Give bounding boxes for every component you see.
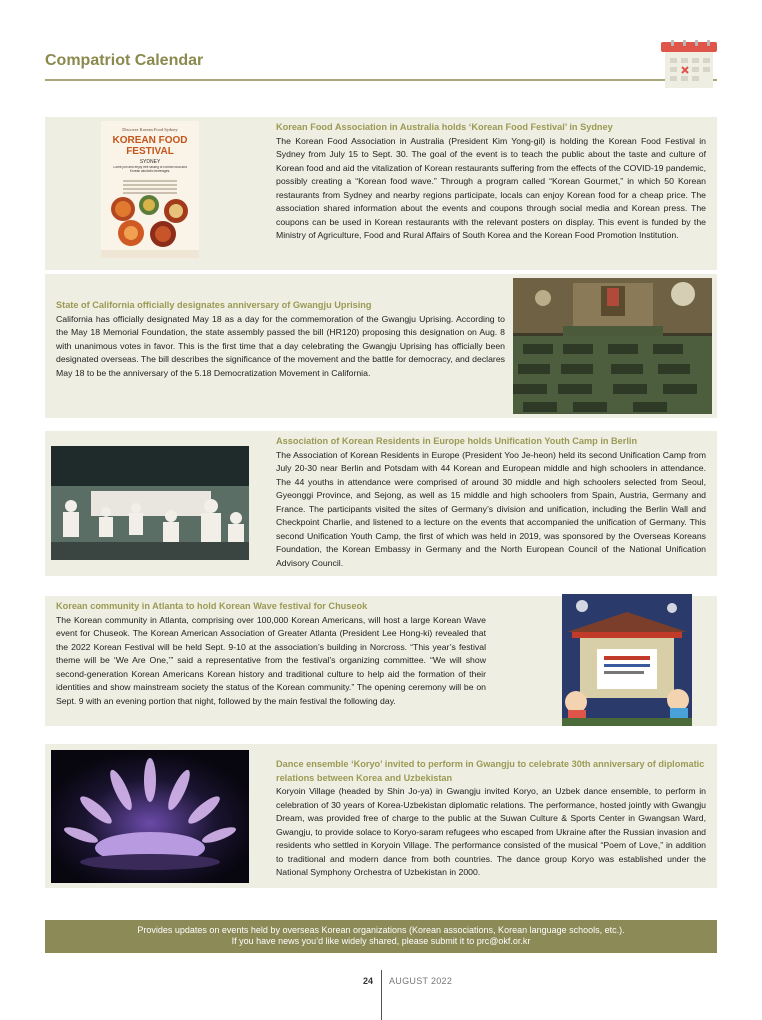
page-number: 24 <box>362 976 373 986</box>
poster-headline1: KOREAN FOOD <box>112 135 188 146</box>
youth-camp-photo <box>51 446 249 560</box>
california-assembly-photo <box>513 278 712 414</box>
article-text-europe <box>276 435 706 570</box>
submission-notice <box>45 920 717 953</box>
notice-line-2: If you have news you’d like widely shared, please submit it to prc@okf.or.kr <box>231 936 531 946</box>
korean-food-festival-poster <box>101 121 199 258</box>
poster-city: SYDNEY <box>139 159 161 165</box>
article-title: Korean Food Association in Australia holds ‘Korean Food Festival’ in Sydney <box>276 122 613 132</box>
poster-top-text: Discover Korean Food Sydney <box>122 127 178 132</box>
article-body: California has officially designated May 18 as a day for the commemoration of the Gwangju Uprising. According to the May 18 Memorial Foundation, the state assembly passed the bill (HR120) proposing this designation on Aug. 8 with unanimous votes in favor. This is the first time that a day celebrating the Gwangju Uprising has officially been designated overseas. The bill describes the significance of the movement and the battle for democracy, and declares May 18 to be the anniversary of the 5.18 Democratization Movement in California. <box>56 313 505 378</box>
article-title: Association of Korean Residents in Europe holds Unification Youth Camp in Berlin <box>276 436 638 446</box>
poster-headline2: FESTIVAL <box>126 146 174 157</box>
page-separator <box>381 970 382 1020</box>
poster-tagline: Come join and enjoy free tasting of Korean food and Korean alcoholic beverages. <box>113 166 187 173</box>
koryo-dance-photo <box>51 750 249 883</box>
article-card-koryo <box>45 744 717 888</box>
issue-date: AUGUST 2022 <box>389 976 453 986</box>
article-body: Koryoin Village (headed by Shin Jo-ya) in Gwangju invited Koryo, an Uzbek dance ensemble, to perform in celebration of 30 years of Korea-Uzbekistan diplomatic relations. The performance, hosted jointly with Gwangju Dream, was provided free of charge to the public at the Suwan Culture & Sports Center in Gwangsan Ward, Gwangju, to provide solace to Koryo-saram refugees who escaped from Ukraine after the Russian invasion and residents who settled in Koryoin Village. The performance consisted of the musical “Poem of Love,” in addition to traditional and modern dance from both countries. The dance group Koryo was established under the National Symphony Orchestra of Uzbekistan in 2000. <box>276 786 706 877</box>
article-body: The Korean community in Atlanta, comprising over 100,000 Korean Americans, will host a large Korean Wave event for Chuseok. The Korean American Association of Greater Atlanta (President Lee Hong-ki) revealed that the 2022 Korean Festival will be held Sept. 9-10 at the association’s building in Norcross. “This year’s festival theme will be ‘We Are One,’” said a representative from the festival’s organizing committee. “We will show second-generation Korean Americans Korean history and traditional culture to help aid the formation of their identities and show mainstream society the status of the Korean community.” The opening ceremony will be on Sept. 9 with an evening portion that night, followed by the main festival the following day. <box>56 614 486 706</box>
article-text-atlanta <box>56 600 486 708</box>
article-card-atlanta <box>45 596 717 726</box>
article-text-sydney <box>276 121 706 243</box>
article-text-california <box>56 299 505 380</box>
header-rule <box>45 79 717 81</box>
article-body: The Korean Food Association in Australia (President Kim Yong-gil) is holding the Korean Food Festival in Sydney from July 15 to Sept. 30. The goal of the event is to teach the public about the taste and culture of Korean food and aid the vitalization of Korean restaurants suffering from the effects of the COVID-19 pandemic, possibly creating a “Korean food wave.” Through a program called “Korean Gourmet,” in which 50 Korean restaurants from Sydney and nearby regions participate, locals can enjoy Korean food for a cheap price. The association shared information about the events and coupons through social media and Korean press. The coupons can be used in Korean restaurants with the relevant posters on display. This event is funded by the Ministry of Agriculture, Food and Rural Affairs of South Korea and the Korean Food Promotion Institution. <box>276 135 706 240</box>
calendar-icon <box>661 40 717 88</box>
page-title: Compatriot Calendar <box>45 52 204 69</box>
notice-line-1: Provides updates on events held by overseas Korean organizations (Korean associations, Korean language schools, etc.). <box>137 925 625 935</box>
article-body: The Association of Korean Residents in Europe (President Yoo Je-heon) held its second Unification Camp from July 20-30 near Berlin and Potsdam with 44 Korean and European middle and high schoolers in attendance. The 44 youths in attendance were comprised of around 30 middle and high schoolers selected from Seoul, Gyeonggi Province, and Sejong, as well as 15 middle and high schoolers from Spain, Austria, Germany and France. The participants visited the sites of Germany’s division and unification, including the Berlin Wall and Checkpoint Charlie, and listened to a lecture on the events that accompanied the unification of Germany. This second Unification Youth Camp, the first of which was held in 2019, was sponsored by the Overseas Koreans Foundation, the Korean Embassy in Germany and the North European Council of the National Unification Advisory Council. <box>276 449 706 568</box>
article-title: Korean community in Atlanta to hold Korean Wave festival for Chuseok <box>56 601 368 611</box>
article-title: Dance ensemble ‘Koryo’ invited to perform in Gwangju to celebrate 30th anniversary of diplomatic relations between Korea and Uzbekistan <box>276 759 705 783</box>
article-card-california <box>45 274 717 418</box>
atlanta-festival-poster <box>562 594 692 726</box>
article-text-koryo <box>276 758 706 880</box>
article-title: State of California officially designates anniversary of Gwangju Uprising <box>56 300 372 310</box>
article-card-europe <box>45 431 717 576</box>
article-card-sydney <box>45 117 717 270</box>
